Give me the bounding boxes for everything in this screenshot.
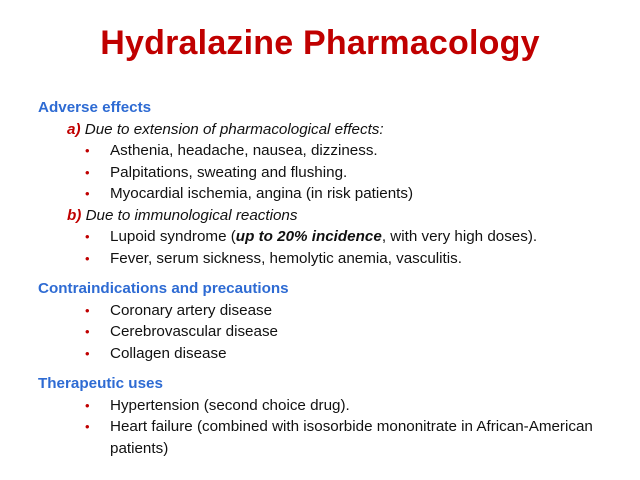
bullet-icon: • bbox=[85, 419, 90, 434]
subsection-a-heading bbox=[38, 119, 628, 141]
list-item: • Collagen disease bbox=[38, 343, 628, 365]
list-item: • Asthenia, headache, nausea, dizziness. bbox=[38, 140, 628, 162]
list-item: • Hypertension (second choice drug). bbox=[38, 395, 628, 417]
subsection-a-marker: a) bbox=[67, 120, 81, 138]
bullet-icon: • bbox=[85, 345, 90, 361]
subsection-b-list bbox=[38, 226, 628, 269]
subsection-a-label: Due to extension of pharmacological effects: bbox=[84, 120, 384, 138]
bullet-icon: • bbox=[85, 186, 90, 201]
section-adverse-effects bbox=[38, 97, 628, 269]
bullet-icon: • bbox=[85, 229, 90, 244]
incidence-emphasis: up to 20% incidence bbox=[235, 228, 382, 245]
list-item: • Fever, serum sickness, hemolytic anemia, vasculitis. bbox=[38, 248, 628, 270]
list-item: • Heart failure (combined with isosorbide mononitrate in African-American patients) bbox=[85, 418, 593, 457]
subsection-b-marker: b) bbox=[67, 206, 82, 224]
bullet-icon: • bbox=[85, 250, 90, 266]
section-heading-adverse-effects: Adverse effects bbox=[38, 99, 152, 116]
bullet-icon: • bbox=[85, 397, 90, 413]
list-item: • Coronary artery disease bbox=[38, 300, 628, 322]
bullet-icon: • bbox=[85, 302, 90, 318]
section-heading-contraindications: Contraindications and precautions bbox=[38, 280, 289, 297]
bullet-icon: • bbox=[85, 164, 90, 180]
bullet-icon: • bbox=[85, 324, 90, 339]
list-item: • Cerebrovascular disease bbox=[38, 321, 628, 343]
slide-title: Hydralazine Pharmacology bbox=[100, 24, 540, 62]
list-item: • Palpitations, sweating and flushing. bbox=[38, 162, 628, 184]
list-item-lupoid: • Lupoid syndrome (up to 20% incidence, with very high doses). bbox=[38, 226, 628, 248]
section-heading-therapeutic-uses: Therapeutic uses bbox=[38, 375, 163, 392]
therapeutic-uses-list bbox=[38, 395, 628, 460]
subsection-b-label: Due to immunological reactions bbox=[85, 206, 298, 224]
list-item: • Myocardial ischemia, angina (in risk patients) bbox=[38, 183, 628, 205]
section-therapeutic-uses bbox=[38, 373, 628, 459]
subsection-b-heading bbox=[38, 205, 628, 227]
contraindications-list bbox=[38, 300, 628, 365]
slide-content bbox=[38, 97, 628, 459]
bullet-icon: • bbox=[85, 143, 90, 158]
subsection-a-list bbox=[38, 140, 628, 205]
section-contraindications bbox=[38, 278, 628, 364]
